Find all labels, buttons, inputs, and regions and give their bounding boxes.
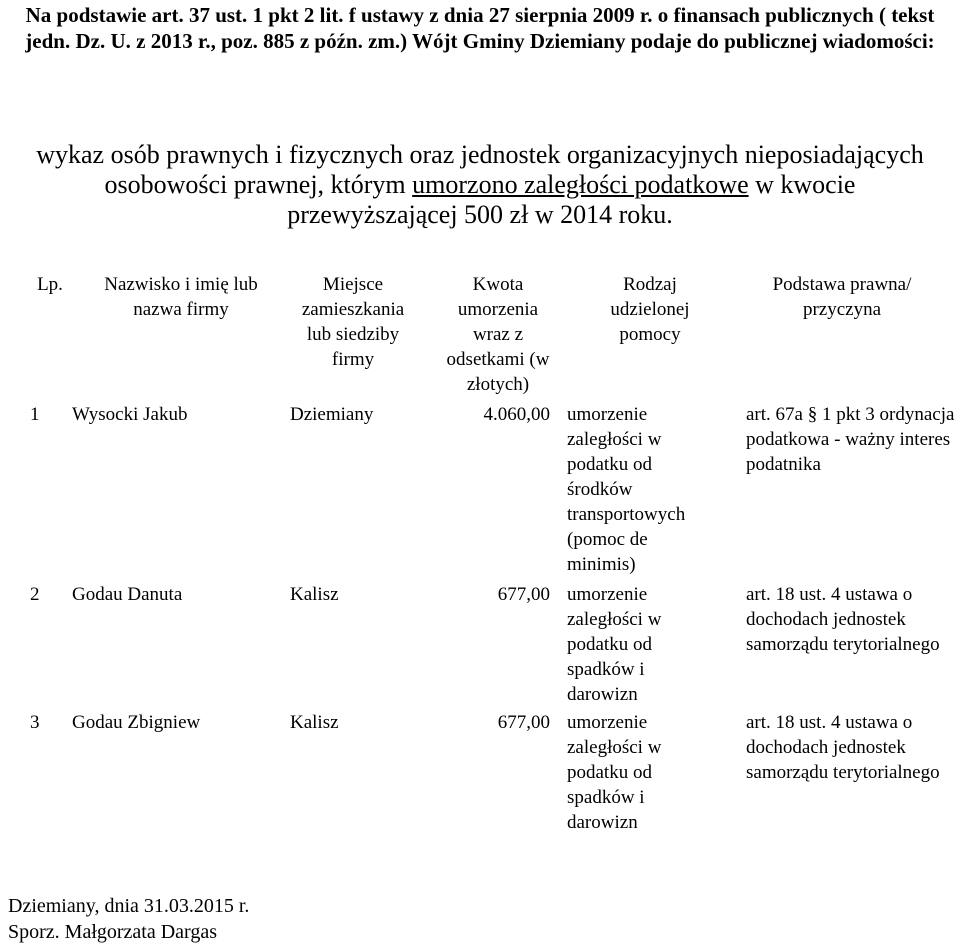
- header-lp: Lp.: [37, 274, 63, 295]
- row-basis: art. 67a § 1 pkt 3 ordynacja podatkowa - ważny interes podatnika: [746, 404, 955, 475]
- row-amount: 677,00: [497, 712, 550, 733]
- title-part-1: wykaz osób prawnych i fizycznych oraz jednostek organizacyjnych nieposiadających osobowości prawnej, którym: [36, 140, 924, 199]
- title-part-2: w kwocie przewyższającej 500 zł w 2014 roku.: [287, 170, 856, 229]
- row-name: Wysocki Jakub: [72, 404, 188, 425]
- row-place: Kalisz: [290, 584, 339, 605]
- row-type: umorzenie zaległości w podatku od spadków i darowizn: [567, 584, 662, 705]
- row-type: umorzenie zaległości w podatku od środków transportowych (pomoc de minimis): [567, 404, 686, 575]
- row-basis: art. 18 ust. 4 ustawa o dochodach jednostek samorządu terytorialnego: [746, 712, 940, 783]
- document-title: [20, 140, 940, 230]
- header-place: Miejsce zamieszkania lub siedziby firmy: [301, 274, 405, 370]
- row-name: Godau Danuta: [72, 584, 183, 605]
- title-underlined: umorzono zaległości podatkowe: [412, 170, 749, 199]
- footer-place-date: Dziemiany, dnia 31.03.2015 r.: [8, 895, 250, 917]
- row-amount: 677,00: [497, 584, 550, 605]
- row-lp: 1: [30, 404, 40, 425]
- row-name: Godau Zbigniew: [72, 712, 201, 733]
- header-amount: Kwota umorzenia wraz z odsetkami (w złotych): [446, 274, 550, 395]
- row-amount: 4.060,00: [483, 404, 550, 425]
- header-type: Rodzaj udzielonej pomocy: [610, 274, 690, 345]
- footer-prepared-by: Sporz. Małgorzata Dargas: [8, 921, 218, 943]
- header-basis: Podstawa prawna/ przyczyna: [772, 274, 912, 320]
- row-place: Dziemiany: [290, 404, 374, 425]
- row-type: umorzenie zaległości w podatku od spadków i darowizn: [567, 712, 662, 833]
- row-lp: 2: [30, 584, 40, 605]
- row-basis: art. 18 ust. 4 ustawa o dochodach jednostek samorządu terytorialnego: [746, 584, 940, 655]
- row-place: Kalisz: [290, 712, 339, 733]
- row-lp: 3: [30, 712, 40, 733]
- intro-paragraph: Na podstawie art. 37 ust. 1 pkt 2 lit. f ustawy z dnia 27 sierpnia 2009 r. o finansach publicznych ( tekst jedn. Dz. U. z 2013 r., poz. 885 z późn. zm.) Wójt Gminy Dziemiany podaje do publicznej wiadomości:: [25, 3, 935, 53]
- header-name: Nazwisko i imię lub nazwa firmy: [104, 274, 258, 320]
